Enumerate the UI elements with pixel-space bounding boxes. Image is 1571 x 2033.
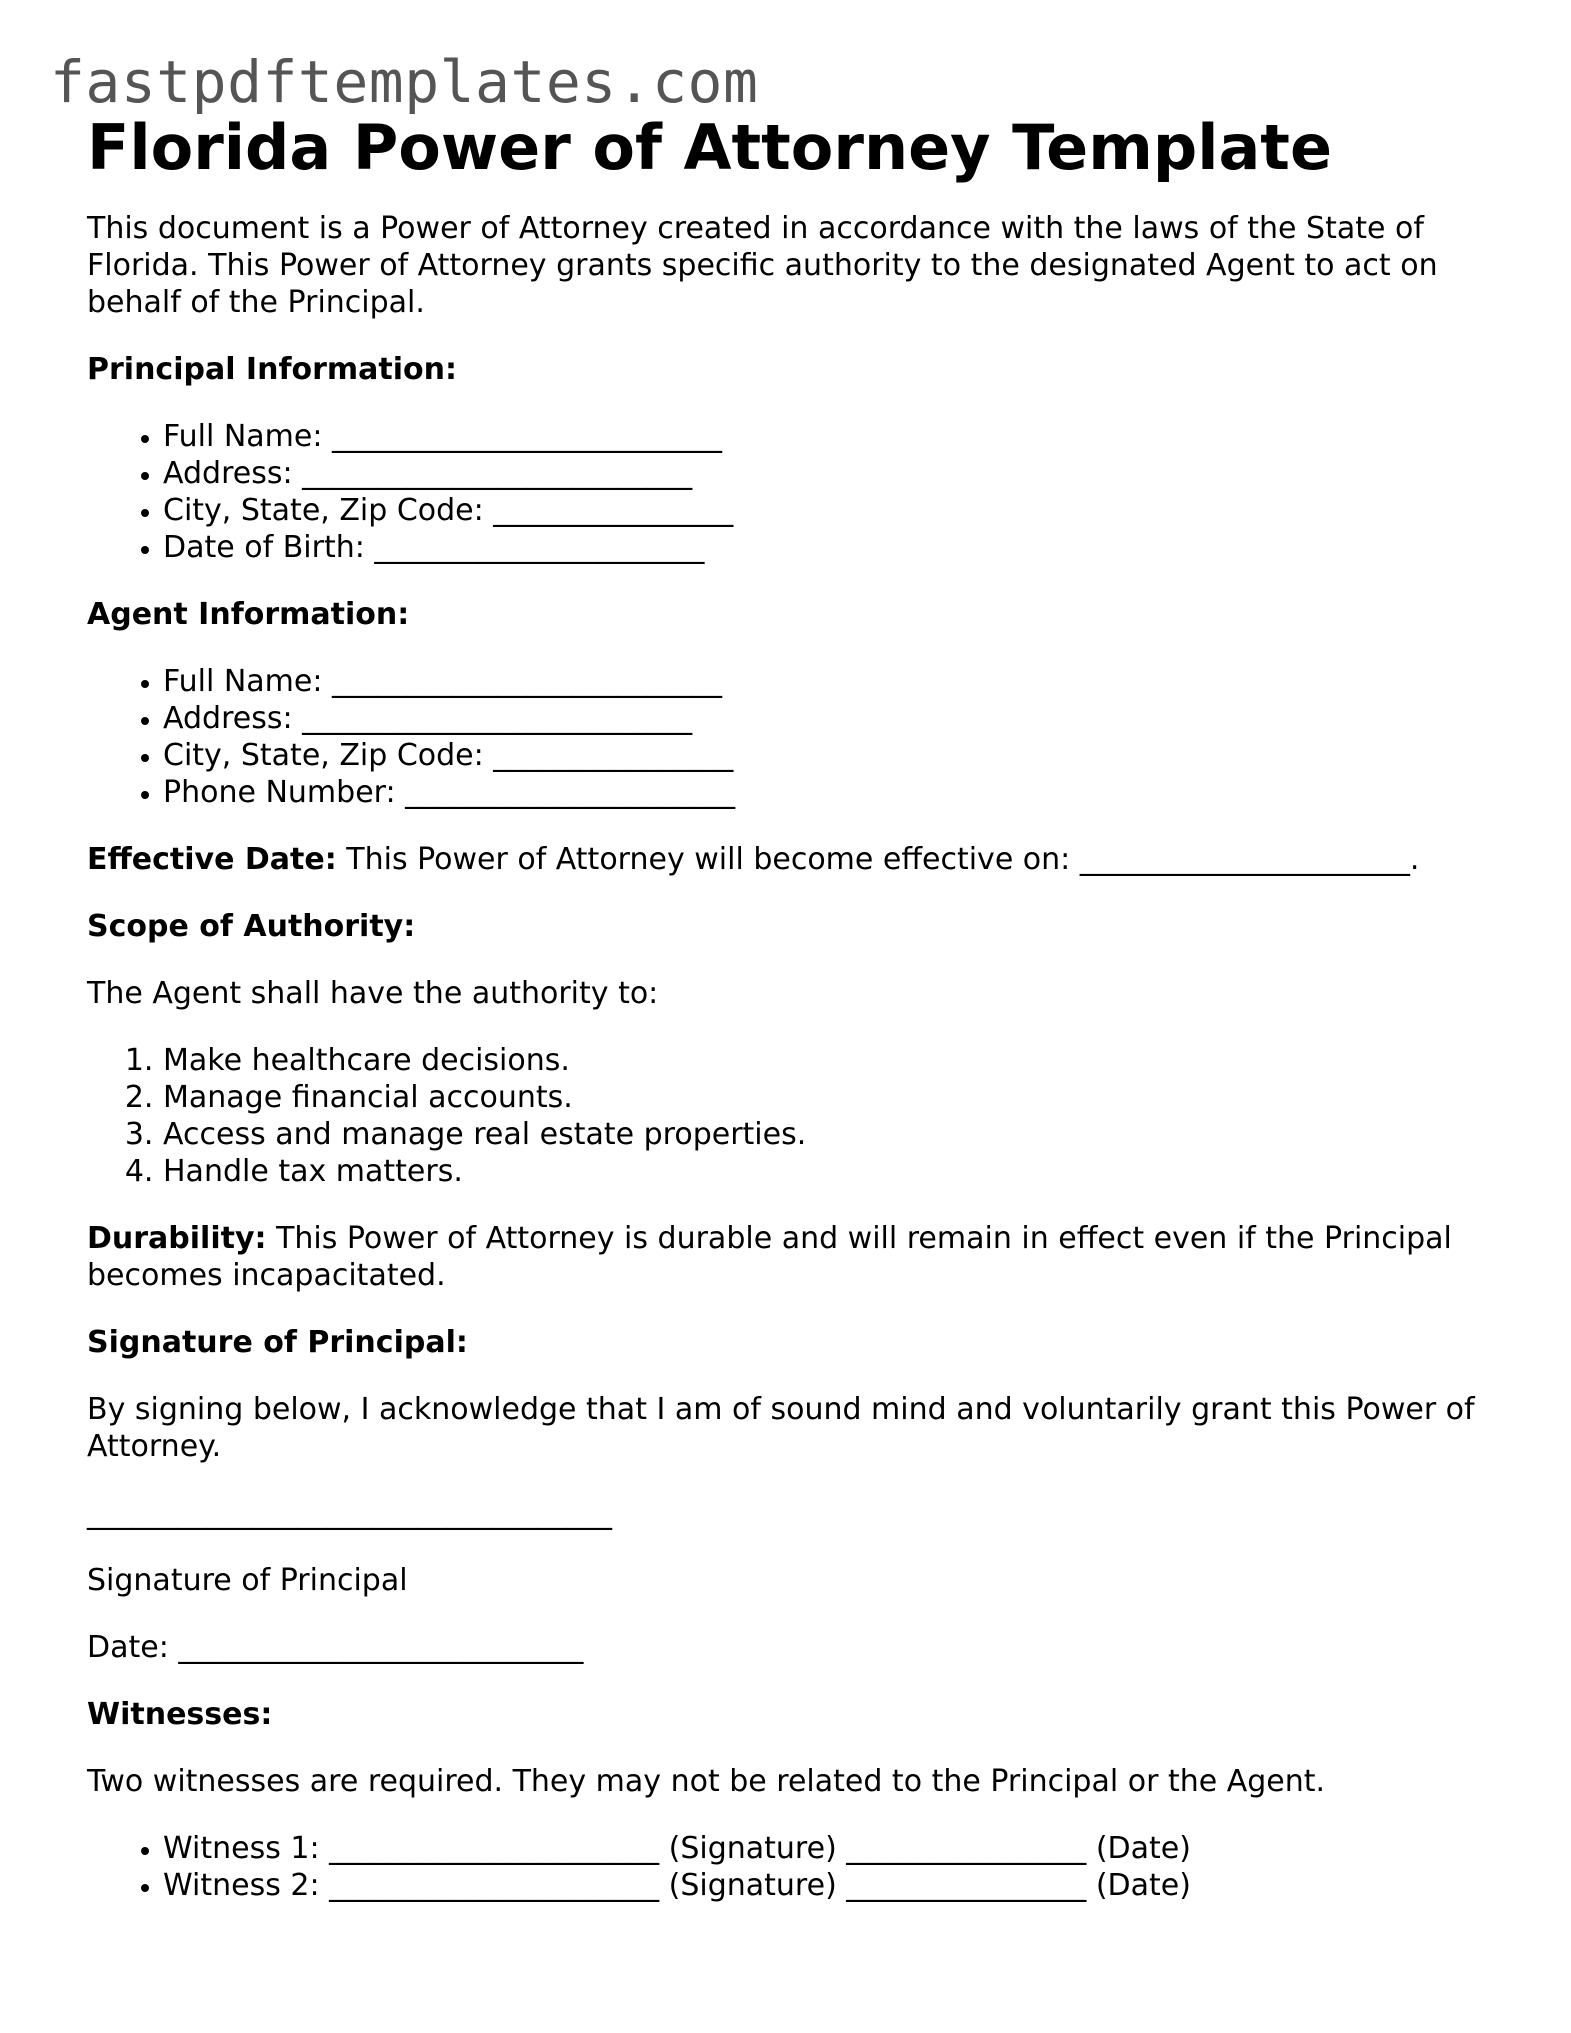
witnesses-text: Two witnesses are required. They may not be related to the Principal or the Agent. [87,1764,1326,1799]
watermark: fastpdftemplates.com [50,48,759,116]
agent-phone-number: • Phone Number: ______________________ [163,774,1507,811]
effective-date-text: This Power of Attorney will become effective on: ______________________. [336,842,1420,877]
effective-date-paragraph [87,841,1507,878]
scope-intro: The Agent shall have the authority to: [87,976,659,1011]
principal-full-name: • Full Name: __________________________ [163,418,1507,455]
signature-caption: Signature of Principal [87,1563,408,1598]
agent-address: • Address: __________________________ [163,700,1507,737]
scope-item-real-estate: 3. Access and manage real estate properties. [163,1116,1507,1153]
signature-acknowledgement: By signing below, I acknowledge that I am of sound mind and voluntarily grant this Power of Attorney. [87,1392,1475,1464]
witness-1: • Witness 1: ______________________ (Signature) ________________ (Date) [163,1830,1507,1867]
principal-list [87,418,1507,566]
agent-city-state-zip: • City, State, Zip Code: ________________ [163,737,1507,774]
document-body [87,108,1507,1934]
durability-paragraph [87,1220,1507,1294]
principal-heading: Principal Information: [87,352,458,387]
witness-2: • Witness 2: ______________________ (Signature) ________________ (Date) [163,1867,1507,1904]
scope-item-financial: 2. Manage financial accounts. [163,1079,1507,1116]
principal-city-state-zip: • City, State, Zip Code: ________________ [163,492,1507,529]
document-title: Florida Power of Attorney Template [87,111,1332,184]
scope-item-tax: 4. Handle tax matters. [163,1153,1507,1190]
durability-text: This Power of Attorney is durable and will remain in effect even if the Principal becomes incapacitated. [87,1221,1452,1293]
durability-label: Durability: [87,1221,267,1256]
principal-date-of-birth: • Date of Birth: ______________________ [163,529,1507,566]
signature-heading: Signature of Principal: [87,1325,468,1360]
agent-full-name: • Full Name: __________________________ [163,663,1507,700]
intro-paragraph: This document is a Power of Attorney created in accordance with the laws of the State of Florida. This Power of Attorney grants specific authority to the designated Agent to act on behalf of the Principal. [87,211,1438,320]
scope-heading: Scope of Authority: [87,909,416,944]
effective-date-label: Effective Date: [87,842,337,877]
agent-list [87,663,1507,811]
signature-line: ___________________________________ [87,1496,612,1531]
signature-date: Date: ___________________________ [87,1630,584,1665]
agent-heading: Agent Information: [87,597,410,632]
witnesses-list [87,1830,1507,1904]
witnesses-heading: Witnesses: [87,1697,273,1732]
scope-list [87,1042,1507,1190]
principal-address: • Address: __________________________ [163,455,1507,492]
scope-item-healthcare: 1. Make healthcare decisions. [163,1042,1507,1079]
